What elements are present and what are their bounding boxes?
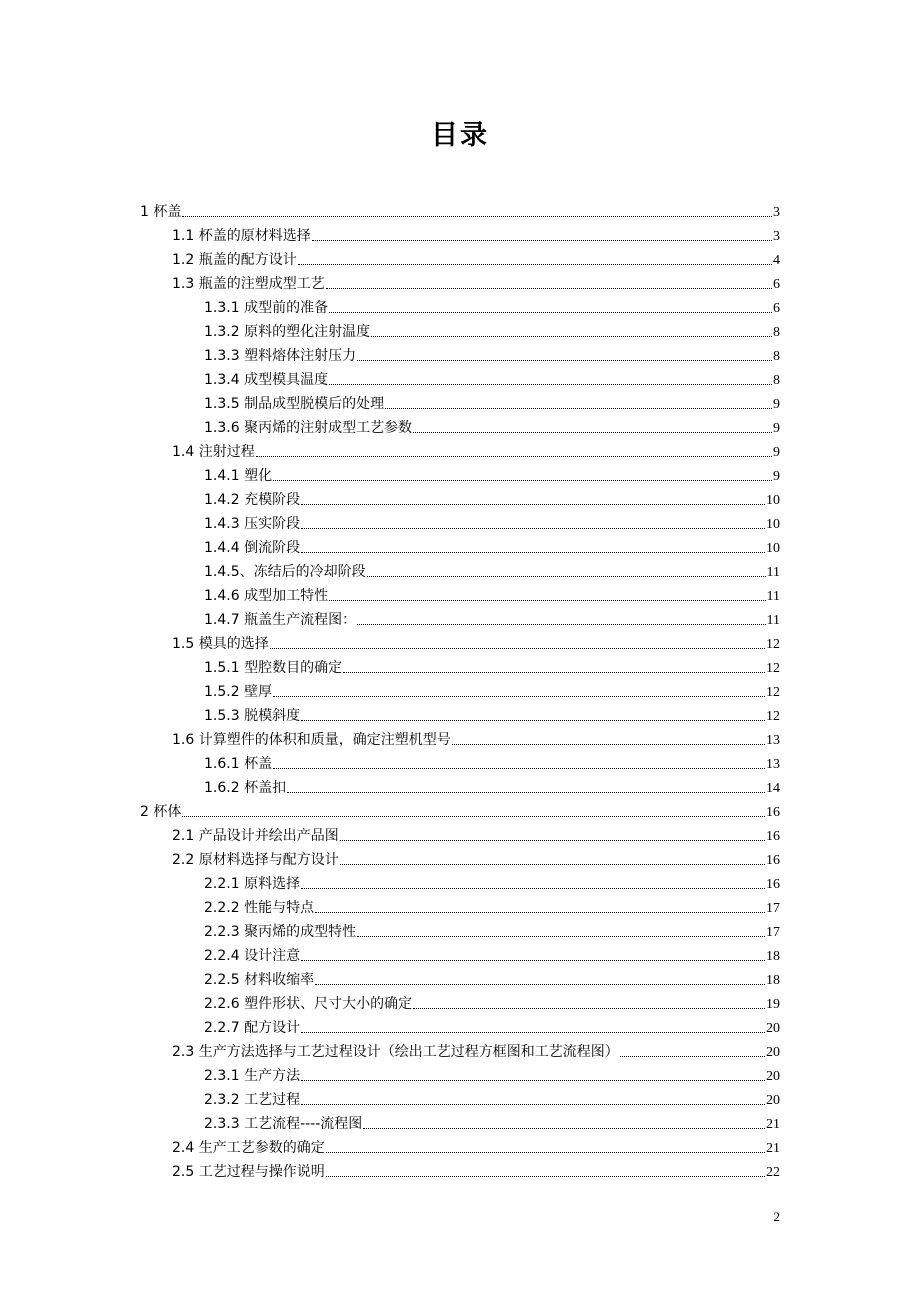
toc-entry-page: 6 xyxy=(773,301,780,316)
toc-entry-label: 2.3.3 工艺流程----流程图 xyxy=(204,1116,363,1132)
toc-entry[interactable] xyxy=(172,1133,780,1157)
toc-entry-page: 11 xyxy=(766,613,780,628)
toc-entry-page: 18 xyxy=(766,949,780,964)
toc-entry[interactable] xyxy=(204,1109,780,1133)
toc-entry-page: 20 xyxy=(766,1069,780,1084)
toc-entry[interactable] xyxy=(204,533,780,557)
dot-leader xyxy=(329,384,772,385)
toc-entry-label: 2.2.7 配方设计 xyxy=(204,1020,301,1036)
toc-entry-page: 11 xyxy=(766,565,780,580)
toc-entry[interactable] xyxy=(172,821,780,845)
toc-entry[interactable] xyxy=(204,581,780,605)
toc-entry[interactable] xyxy=(140,797,780,821)
toc-entry-page: 14 xyxy=(766,781,780,796)
dot-leader xyxy=(357,936,765,937)
toc-entry-page: 9 xyxy=(773,469,780,484)
toc-entry-page: 10 xyxy=(766,541,780,556)
dot-leader xyxy=(385,408,772,409)
dot-leader xyxy=(329,600,765,601)
toc-entry-page: 16 xyxy=(766,853,780,868)
toc-entry-label: 2.2.1 原料选择 xyxy=(204,876,301,892)
dot-leader xyxy=(273,696,765,697)
toc-entry[interactable] xyxy=(204,893,780,917)
toc-entry-page: 13 xyxy=(766,757,780,772)
toc-entry[interactable] xyxy=(204,317,780,341)
toc-entry-label: 1.4 注射过程 xyxy=(172,444,255,460)
toc-entry[interactable] xyxy=(204,605,780,629)
toc-entry-label: 2.3.2 工艺过程 xyxy=(204,1092,301,1108)
dot-leader xyxy=(301,1080,765,1081)
toc-entry[interactable] xyxy=(204,965,780,989)
toc-entry-page: 4 xyxy=(773,253,780,268)
dot-leader xyxy=(270,648,765,649)
dot-leader xyxy=(326,1176,765,1177)
toc-entry-page: 20 xyxy=(766,1093,780,1108)
toc-entry-page: 17 xyxy=(766,925,780,940)
toc-entry[interactable] xyxy=(204,653,780,677)
toc-entry-page: 12 xyxy=(766,637,780,652)
toc-entry-label: 1.2 瓶盖的配方设计 xyxy=(172,252,297,268)
toc-entry-label: 1.4.2 充模阶段 xyxy=(204,492,301,508)
dot-leader xyxy=(273,480,772,481)
toc-entry-page: 10 xyxy=(766,517,780,532)
toc-entry[interactable] xyxy=(204,365,780,389)
toc-entry-label: 1.3.3 塑料熔体注射压力 xyxy=(204,348,357,364)
toc-entry-label: 1.6 计算塑件的体积和质量，确定注塑机型号 xyxy=(172,732,451,748)
dot-leader xyxy=(182,816,765,817)
toc-entry[interactable] xyxy=(172,245,780,269)
dot-leader xyxy=(301,888,765,889)
toc-entry-page: 19 xyxy=(766,997,780,1012)
toc-entry-page: 6 xyxy=(773,277,780,292)
toc-entry-page: 12 xyxy=(766,685,780,700)
toc-entry[interactable] xyxy=(204,293,780,317)
dot-leader xyxy=(326,288,772,289)
toc-entry[interactable] xyxy=(204,1013,780,1037)
toc-entry-label: 2 杯体 xyxy=(140,804,182,820)
toc-entry-page: 8 xyxy=(773,373,780,388)
toc-entry[interactable] xyxy=(204,389,780,413)
toc-entry-label: 1.4.7 瓶盖生产流程图： xyxy=(204,612,357,628)
toc-entry-page: 22 xyxy=(766,1165,780,1180)
toc-entry[interactable] xyxy=(172,221,780,245)
toc-entry-page: 9 xyxy=(773,397,780,412)
toc-entry-label: 2.2 原材料选择与配方设计 xyxy=(172,852,339,868)
dot-leader xyxy=(273,768,765,769)
dot-leader xyxy=(315,912,765,913)
dot-leader xyxy=(367,576,766,577)
page-number: 2 xyxy=(773,1209,780,1224)
toc-entry[interactable] xyxy=(204,485,780,509)
toc-entry-label: 1.4.5、冻结后的冷却阶段 xyxy=(204,564,366,580)
toc-entry[interactable] xyxy=(204,773,780,797)
toc-entry-page: 12 xyxy=(766,661,780,676)
toc-entry-page: 21 xyxy=(766,1117,780,1132)
dot-leader xyxy=(301,960,765,961)
toc-entry-label: 2.2.5 材料收缩率 xyxy=(204,972,315,988)
dot-leader xyxy=(620,1056,765,1057)
toc-entry[interactable] xyxy=(204,461,780,485)
dot-leader xyxy=(301,720,765,721)
toc-entry-label: 2.3.1 生产方法 xyxy=(204,1068,301,1084)
toc-entry-page: 8 xyxy=(773,325,780,340)
toc-entry-page: 20 xyxy=(766,1021,780,1036)
toc-entry-label: 1.4.3 压实阶段 xyxy=(204,516,301,532)
dot-leader xyxy=(256,456,772,457)
toc-entry-label: 2.2.3 聚丙烯的成型特性 xyxy=(204,924,357,940)
toc-entry[interactable] xyxy=(204,677,780,701)
toc-entry[interactable] xyxy=(140,197,780,221)
dot-leader xyxy=(287,792,765,793)
toc-entry[interactable] xyxy=(204,941,780,965)
toc-entry[interactable] xyxy=(172,725,780,749)
toc-entry-page: 18 xyxy=(766,973,780,988)
dot-leader xyxy=(413,432,772,433)
toc-entry-label: 1.4.6 成型加工特性 xyxy=(204,588,329,604)
toc-entry[interactable] xyxy=(204,1085,780,1109)
toc-entry-label: 2.2.6 塑件形状、尺寸大小的确定 xyxy=(204,996,413,1012)
toc-entry[interactable] xyxy=(172,1157,780,1181)
dot-leader xyxy=(298,264,772,265)
toc-entry[interactable] xyxy=(204,557,780,581)
toc-entry[interactable] xyxy=(204,749,780,773)
toc-entry-label: 1.6.1 杯盖 xyxy=(204,756,273,772)
dot-leader xyxy=(301,528,765,529)
dot-leader xyxy=(357,360,772,361)
toc-entry-page: 9 xyxy=(773,421,780,436)
toc-entry-label: 1.3.1 成型前的准备 xyxy=(204,300,329,316)
toc-entry-page: 16 xyxy=(766,829,780,844)
toc-entry-label: 2.4 生产工艺参数的确定 xyxy=(172,1140,325,1156)
toc-entry-label: 1.5.3 脱模斜度 xyxy=(204,708,301,724)
toc-entry[interactable] xyxy=(172,269,780,293)
toc-entry-page: 10 xyxy=(766,493,780,508)
toc-entry-page: 3 xyxy=(773,205,780,220)
dot-leader xyxy=(340,840,765,841)
toc-entry[interactable] xyxy=(204,701,780,725)
dot-leader xyxy=(301,1032,765,1033)
toc-entry-label: 1.3.2 原料的塑化注射温度 xyxy=(204,324,371,340)
toc-entry-label: 2.2.4 设计注意 xyxy=(204,948,301,964)
dot-leader xyxy=(301,552,765,553)
toc-entry-page: 13 xyxy=(766,733,780,748)
toc-entry-label: 1.3 瓶盖的注塑成型工艺 xyxy=(172,276,325,292)
dot-leader xyxy=(357,624,765,625)
toc-entry-label: 2.2.2 性能与特点 xyxy=(204,900,315,916)
toc-entry[interactable] xyxy=(172,437,780,461)
toc-entry-label: 2.1 产品设计并绘出产品图 xyxy=(172,828,339,844)
dot-leader xyxy=(315,984,765,985)
toc-entry[interactable] xyxy=(204,413,780,437)
dot-leader xyxy=(340,864,765,865)
toc-entry[interactable] xyxy=(204,1061,780,1085)
toc-entry-label: 1.5.1 型腔数目的确定 xyxy=(204,660,343,676)
toc-entry-label: 2.3 生产方法选择与工艺过程设计（绘出工艺过程方框图和工艺流程图） xyxy=(172,1044,619,1060)
toc-entry-page: 9 xyxy=(773,445,780,460)
dot-leader xyxy=(363,1128,765,1129)
toc-entry-page: 20 xyxy=(766,1045,780,1060)
dot-leader xyxy=(413,1008,765,1009)
toc-entry-page: 8 xyxy=(773,349,780,364)
dot-leader xyxy=(371,336,772,337)
toc-entry[interactable] xyxy=(204,341,780,365)
toc-entry-label: 1.6.2 杯盖扣 xyxy=(204,780,287,796)
toc-entry-page: 12 xyxy=(766,709,780,724)
toc-entry-page: 16 xyxy=(766,805,780,820)
dot-leader xyxy=(329,312,772,313)
toc-entry-label: 1.3.4 成型模具温度 xyxy=(204,372,329,388)
toc-entry-page: 11 xyxy=(766,589,780,604)
toc-entry[interactable] xyxy=(204,917,780,941)
toc-entry-label: 1.1 杯盖的原材料选择 xyxy=(172,228,311,244)
toc-entry-label: 1.4.1 塑化 xyxy=(204,468,273,484)
toc-entry-label: 1.3.6 聚丙烯的注射成型工艺参数 xyxy=(204,420,413,436)
toc-entry[interactable] xyxy=(204,869,780,893)
dot-leader xyxy=(326,1152,765,1153)
toc-entry-page: 21 xyxy=(766,1141,780,1156)
toc-entry-label: 1 杯盖 xyxy=(140,204,182,220)
toc-entry-page: 17 xyxy=(766,901,780,916)
toc-entry-label: 1.3.5 制品成型脱模后的处理 xyxy=(204,396,385,412)
toc-entry-label: 1.4.4 倒流阶段 xyxy=(204,540,301,556)
dot-leader xyxy=(343,672,765,673)
page-title: 目录 xyxy=(431,120,489,151)
toc-entry[interactable] xyxy=(172,1037,780,1061)
toc-entry-label: 1.5 模具的选择 xyxy=(172,636,269,652)
toc-entry[interactable] xyxy=(172,629,780,653)
toc-entry[interactable] xyxy=(204,989,780,1013)
toc-entry-page: 3 xyxy=(773,229,780,244)
dot-leader xyxy=(182,216,772,217)
toc-entry[interactable] xyxy=(204,509,780,533)
toc-entry-page: 16 xyxy=(766,877,780,892)
dot-leader xyxy=(301,1104,765,1105)
dot-leader xyxy=(452,744,765,745)
toc-entry[interactable] xyxy=(172,845,780,869)
toc-entry-label: 2.5 工艺过程与操作说明 xyxy=(172,1164,325,1180)
toc-entry-label: 1.5.2 壁厚 xyxy=(204,684,273,700)
dot-leader xyxy=(312,240,772,241)
dot-leader xyxy=(301,504,765,505)
